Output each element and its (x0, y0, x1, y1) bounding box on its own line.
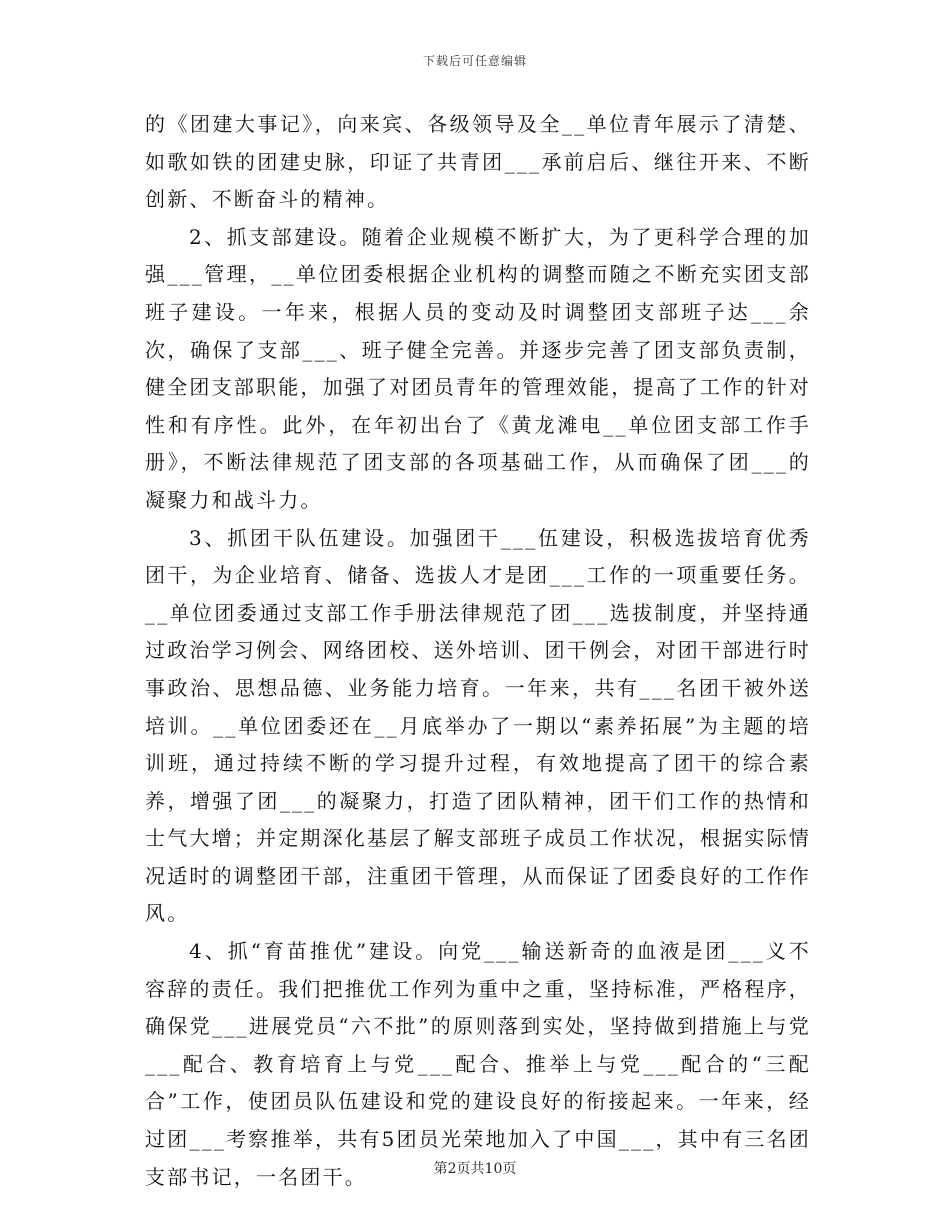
paragraph-recommend-excellent: 4、抓“育苗推优”建设。向党___输送新奇的血液是团___义不容辞的责任。我们把推优工作列为重中之重，坚持标准，严格程序，确保党___进展党员“六不批”的原则落到实处，坚持做到措施上与党___配合、教育培育上与党___配合、推举上与党___配合的“三配合”工作，使团员队伍建设和党的建设良好的衔接起来。一年来，经过团___考察推举，共有5团员光荣地加入了中国___，其中有三名团支部书记，一名团干。 (145, 939, 811, 1189)
page-footer: 第2页共10页 (433, 1161, 517, 1177)
paragraph-cadre-team-construction: 3、抓团干队伍建设。加强团干___伍建设，积极选拔培育优秀团干，为企业培育、储备、选拔人才是团___工作的一项重要任务。__单位团委通过支部工作手册法律规范了团___选拔制度，并坚持通过政治学习例会、网络团校、送外培训、团干例会，对团干部进行时事政治、思想品德、业务能力培育。一年来，共有___名团干被外送培训。__单位团委还在__月底举办了一期以“素养拓展”为主题的培训班，通过持续不断的学习提升过程，有效地提高了团干的综合素养，增强了团___的凝聚力，打造了团队精神，团干们工作的热情和士气大增；并定期深化基层了解支部班子成员工作状况，根据实际情况适时的调整团干部，注重团干管理，从而保证了团委良好的工作作风。 (145, 525, 811, 926)
document-body (145, 106, 811, 1196)
paragraph-branch-construction: 2、抓支部建设。随着企业规模不断扩大，为了更科学合理的加强___管理，__单位团委根据企业机构的调整而随之不断充实团支部班子建设。一年来，根据人员的变动及时调整团支部班子达___余次，确保了支部___、班子健全完善。并逐步完善了团支部负责制，健全团支部职能，加强了对团员青年的管理效能，提高了工作的针对性和有序性。此外，在年初出台了《黄龙滩电__单位团支部工作手册》，不断法律规范了团支部的各项基础工作，从而确保了团___的凝聚力和战斗力。 (145, 224, 811, 512)
paragraph-continuation: 的《团建大事记》，向来宾、各级领导及全__单位青年展示了清楚、如歌如铁的团建史脉，印证了共青团___承前启后、继往开来、不断创新、不断奋斗的精神。 (145, 112, 811, 212)
page-header: 下载后可任意编辑 (422, 54, 527, 68)
